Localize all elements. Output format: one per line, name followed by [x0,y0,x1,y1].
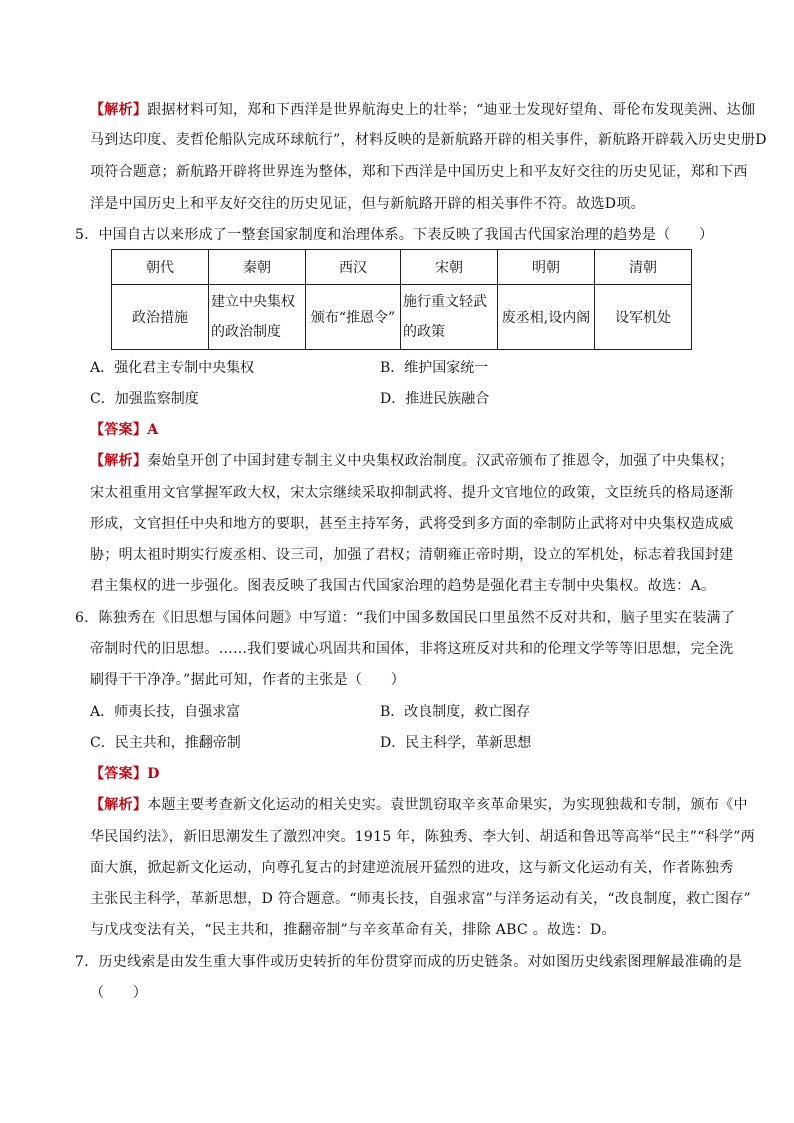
table-header-cell: 西汉 [306,250,401,285]
table-header-cell: 明朝 [498,250,595,285]
table-row-label: 政治措施 [112,285,209,350]
q6-analysis-line-1: 【解析】本题主要考查新文化运动的相关史实。袁世凯窃取辛亥革命果实，为实现独裁和专制，颁布《中 [90,797,748,813]
q6-analysis-line-2: 华民国约法》，新旧思潮发生了激烈冲突。1915 年，陈独秀、李大钊、胡适和鲁迅等高举“民主”“科学”两 [90,829,756,845]
q5-analysis-line-3: 形成，文官担任中央和地方的要职，甚至主持军务，武将受到多方面的牵制防止武将对中央集权造成威 [90,516,734,532]
q6-stem-line-1: 6．陈独秀在《旧思想与国体问题》中写道：“我们中国多数国民口里虽然不反对共和，脑子里实在装满了 [75,610,736,626]
q4-analysis-line-3: 项符合题意；新航路开辟将世界连为整体，郑和下西洋是中国历史上和平友好交往的历史见证，郑和下西 [90,164,748,180]
q6-stem-line-2: 帝制时代的旧思想。……我们要诚心巩固共和国体，非将这班反对共和的伦理文学等等旧思想，完全洗 [90,641,734,657]
table-cell: 废丞相,设内阁 [498,285,595,350]
q5-option-a[interactable]: A．强化君主专制中央集权 [90,360,255,376]
q5-stem: 5．中国自古以来形成了一整套国家制度和治理体系。下表反映了我国古代国家治理的趋势是（ ） [75,227,714,243]
table-header-cell: 秦朝 [209,250,306,285]
q4-analysis-line-4: 洋是中国历史上和平友好交往的历史见证，但与新航路开辟的相关事件不符。故选D项。 [90,196,645,212]
q5-analysis-line-4: 胁；明太祖时期实行废丞相、设三司，加强了君权；清朝雍正帝时期，设立的军机处，标志着我国封建 [90,547,734,563]
q5-analysis-line-5: 君主集权的进一步强化。图表反映了我国古代国家治理的趋势是强化君主专制中央集权。故选：A。 [90,578,716,594]
table-header-row [112,250,692,285]
q4-analysis-line-1: 【解析】跟据材料可知，郑和下西洋是世界航海史上的壮举；“迪亚士发现好望角、哥伦布发现美洲、达伽 [90,102,756,118]
q6-answer: 【答案】D [90,766,160,782]
table-header-cell: 宋朝 [401,250,498,285]
q6-option-a[interactable]: A．师夷长技，自强求富 [90,704,241,720]
q6-option-b[interactable]: B．改良制度，救亡图存 [380,704,531,720]
analysis-tag: 【解析】 [90,797,148,813]
q6-option-d[interactable]: D．民主科学，革新思想 [380,735,532,751]
q5-option-b[interactable]: B．维护国家统一 [380,360,489,376]
table-cell: 施行重文轻武的政策 [401,285,498,350]
analysis-tag: 【解析】 [90,453,148,469]
q5-option-d[interactable]: D．推进民族融合 [380,391,490,407]
q6-analysis-line-5: 与戊戌变法有关，“民主共和，推翻帝制”与辛亥革命有关，排除 ABC 。故选：D。 [90,922,616,938]
table-header-cell: 清朝 [595,250,692,285]
q6-analysis-line-4: 主张民主科学，革新思想，D 符合题意。“师夷长技，自强求富”与洋务运动有关，“改良制度，救亡图存” [90,891,752,907]
analysis-tag: 【解析】 [90,102,148,118]
table-cell: 建立中央集权的政治制度 [209,285,306,350]
table-header-cell: 朝代 [112,250,209,285]
q6-analysis-line-3: 面大旗，掀起新文化运动，向尊孔复古的封建逆流展开猛烈的进攻，这与新文化运动有关，作者陈独秀 [90,860,734,876]
q5-option-c[interactable]: C．加强监察制度 [90,391,199,407]
q6-stem-line-3: 刷得干干净净。”据此可知，作者的主张是（ ） [90,672,406,688]
q5-analysis-line-1: 【解析】秦始皇开创了中国封建专制主义中央集权政治制度。汉武帝颁布了推恩令，加强了中央集权； [90,453,734,469]
table-cell: 颁布“推恩令” [306,285,401,350]
q7-stem-line-2: （ ） [90,985,148,1001]
q4-analysis-line-2: 马到达印度、麦哲伦船队完成环球航行”，材料反映的是新航路开辟的相关事件，新航路开辟载入历史史册D [90,132,767,148]
q5-answer: 【答案】A [90,422,159,438]
q5-table [111,249,692,350]
table-cell: 设军机处 [595,285,692,350]
table-row [112,285,692,350]
q6-option-c[interactable]: C．民主共和，推翻帝制 [90,735,241,751]
q7-stem-line-1: 7．历史线索是由发生重大事件或历史转折的年份贯穿而成的历史链条。对如图历史线索图理解最准确的是 [75,954,743,970]
q5-analysis-line-2: 宋太祖重用文官掌握军政大权，宋太宗继续采取抑制武将、提升文官地位的政策，文臣统兵的格局逐渐 [90,485,734,501]
